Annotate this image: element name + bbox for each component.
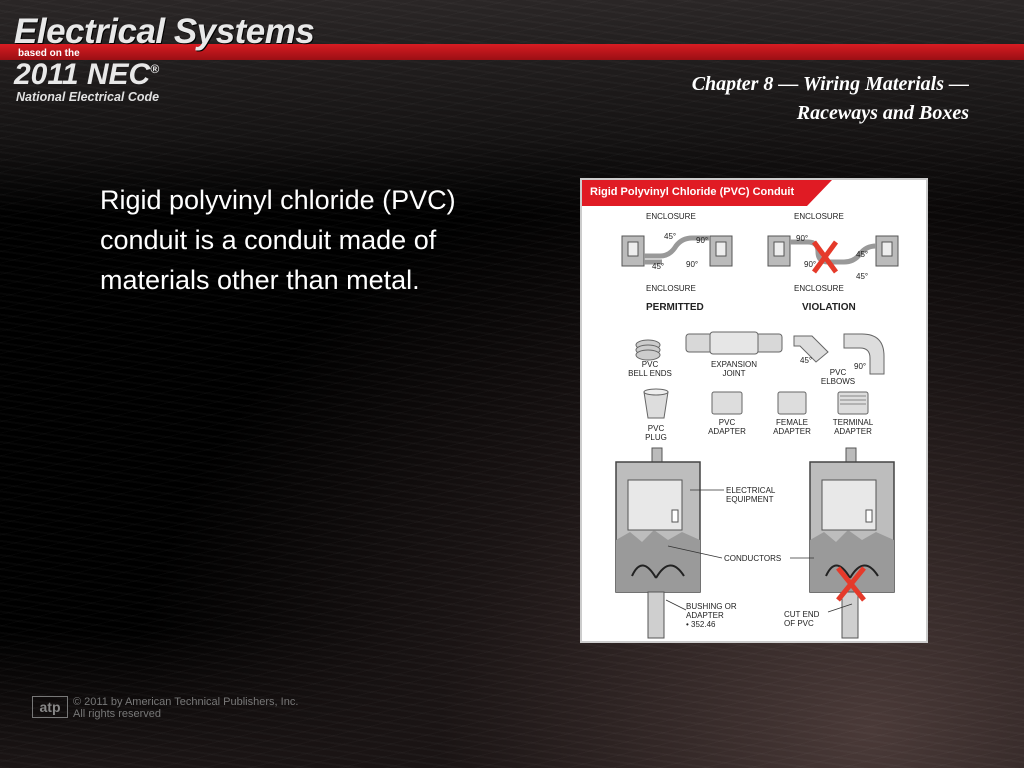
label-female-adapter — [770, 418, 814, 436]
label-pvc-elbows — [818, 368, 858, 386]
brand-year-nec — [14, 58, 159, 92]
label-electrical-equipment-2: EQUIPMENT — [726, 495, 774, 504]
atp-logo: atp — [32, 696, 68, 718]
label-conductors: CONDUCTORS — [724, 554, 782, 563]
label-female-adapter-2: ADAPTER — [773, 427, 811, 436]
label-45-a: 45° — [664, 232, 677, 241]
figure-illustration — [582, 180, 926, 641]
label-cut-end — [784, 610, 819, 628]
label-bushing-adapter — [686, 602, 737, 629]
label-pvc-bell-ends-1: PVC — [641, 360, 659, 369]
label-expansion-joint — [706, 360, 762, 378]
label-expansion-joint-2: JOINT — [722, 369, 746, 378]
label-terminal-adapter-1: TERMINAL — [832, 418, 874, 427]
label-pvc-plug — [636, 424, 676, 442]
label-enclosure-2: ENCLOSURE — [794, 212, 844, 221]
label-90-a: 90° — [696, 236, 709, 245]
brand-year-text: 2011 NEC — [14, 58, 151, 91]
violation-diagram — [768, 236, 898, 272]
label-pvc-adapter-1: PVC — [718, 418, 736, 427]
figure-title: Rigid Polyvinyl Chloride (PVC) Conduit — [590, 186, 795, 198]
copyright-line-2: All rights reserved — [73, 708, 162, 720]
pvc-conduit-figure — [580, 178, 928, 643]
label-bushing-1: BUSHING OR — [686, 602, 737, 611]
chapter-line-1: Chapter 8 — Wiring Materials — — [691, 73, 969, 95]
label-45-d: 45° — [856, 272, 869, 281]
label-pvc-elbows-2: ELBOWS — [820, 377, 856, 386]
label-pvc-elbows-1: PVC — [829, 368, 847, 377]
equipment-violation — [810, 448, 894, 638]
label-90-e: 90° — [854, 362, 867, 371]
brand-subtitle: National Electrical Code — [16, 90, 160, 104]
label-pvc-bell-ends-2: BELL ENDS — [628, 369, 672, 378]
label-terminal-adapter — [828, 418, 878, 436]
brand-based-on: based on the — [18, 48, 80, 59]
label-bushing-ref: • 352.46 — [686, 620, 716, 629]
label-90-c: 90° — [796, 234, 809, 243]
label-electrical-equipment-1: ELECTRICAL — [726, 486, 776, 495]
label-female-adapter-1: FEMALE — [775, 418, 808, 427]
brand-title: Electrical Systems — [14, 12, 315, 51]
label-permitted: PERMITTED — [646, 302, 704, 313]
label-bushing-2: ADAPTER — [686, 611, 724, 620]
label-pvc-adapter — [706, 418, 748, 436]
label-90-b: 90° — [686, 260, 699, 269]
label-terminal-adapter-2: ADAPTER — [834, 427, 872, 436]
slide-body-text: Rigid polyvinyl chloride (PVC) conduit is a conduit made of materials other than metal. — [100, 185, 456, 295]
registered-mark: ® — [150, 62, 160, 76]
permitted-diagram — [622, 236, 732, 266]
fittings-row-2 — [644, 389, 868, 418]
label-enclosure-4: ENCLOSURE — [794, 284, 844, 293]
label-electrical-equipment — [726, 486, 775, 504]
label-pvc-bell-ends — [628, 360, 672, 378]
label-pvc-plug-2: PLUG — [645, 433, 667, 442]
label-pvc-plug-1: PVC — [647, 424, 665, 433]
copyright-text — [73, 696, 298, 720]
label-90-d: 90° — [804, 260, 817, 269]
label-enclosure-3: ENCLOSURE — [646, 284, 696, 293]
label-enclosure-1: ENCLOSURE — [646, 212, 696, 221]
label-violation: VIOLATION — [802, 302, 856, 313]
chapter-line-2: Raceways and Boxes — [796, 102, 969, 124]
label-cut-end-2: OF PVC — [784, 619, 814, 628]
chapter-heading — [692, 70, 969, 128]
label-45-b: 45° — [652, 262, 665, 271]
label-pvc-adapter-2: ADAPTER — [708, 427, 746, 436]
label-45-c: 45° — [856, 250, 869, 259]
label-45-e: 45° — [800, 356, 813, 365]
label-expansion-joint-1: EXPANSION — [710, 360, 758, 369]
copyright-line-1: © 2011 by American Technical Publishers, Inc. — [73, 696, 299, 708]
label-cut-end-1: CUT END — [784, 610, 820, 619]
